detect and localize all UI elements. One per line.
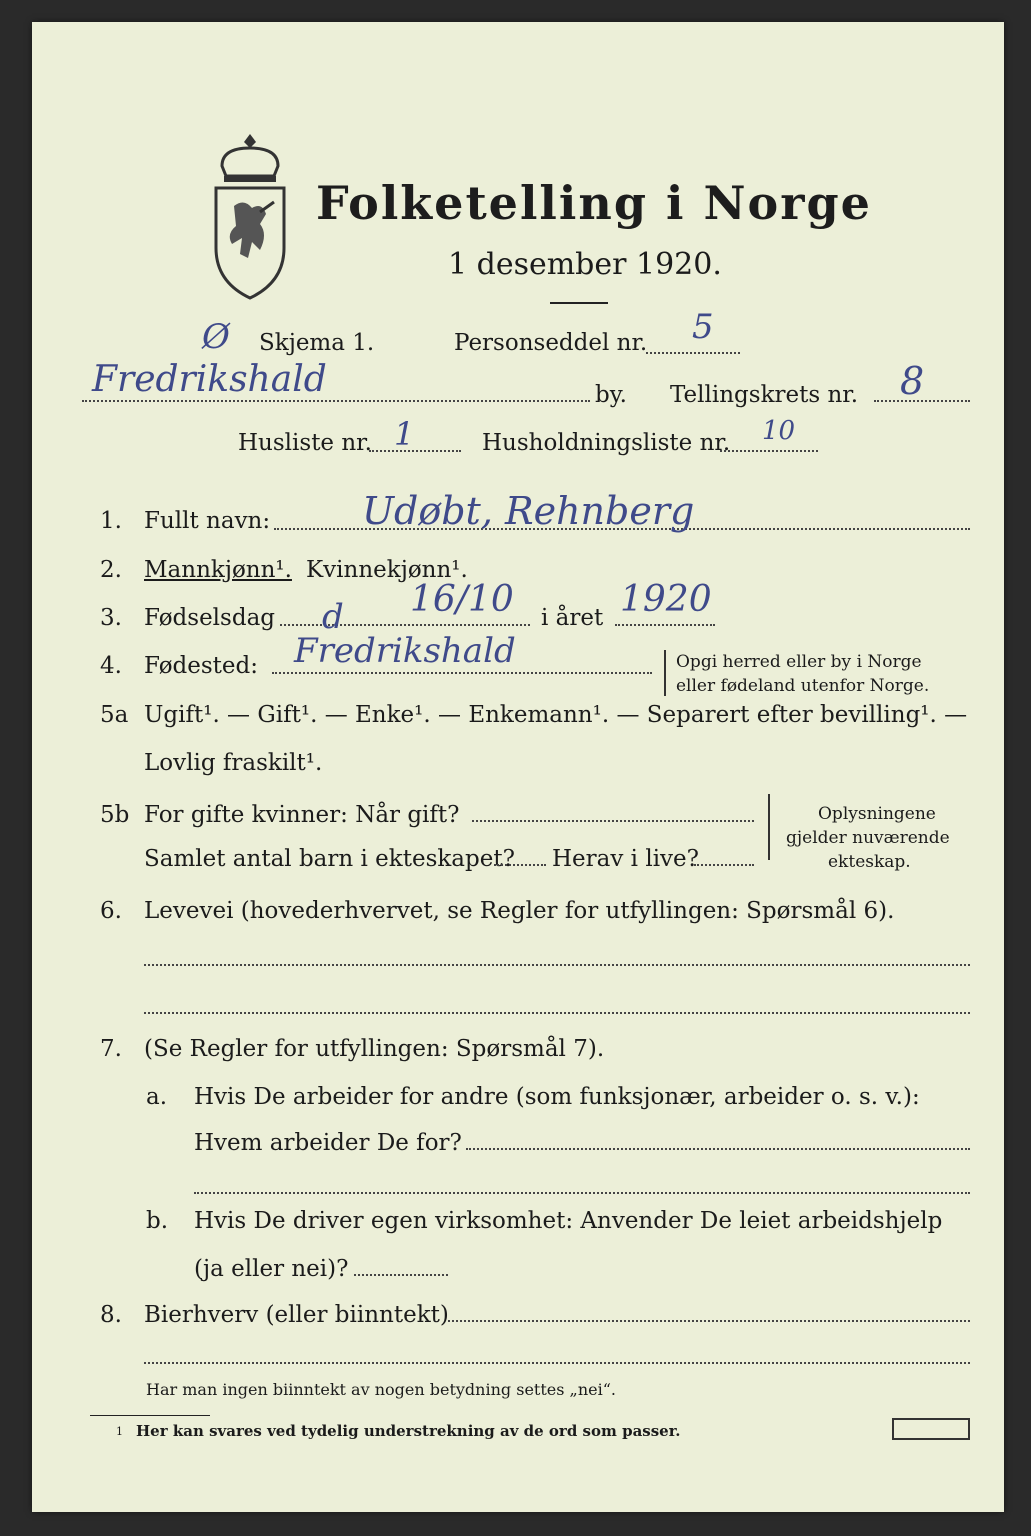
q4-number: 4.	[100, 653, 122, 679]
q3-label: Fødselsdag	[144, 605, 276, 631]
q6-number: 6.	[100, 898, 122, 924]
q8-line1	[448, 1320, 970, 1322]
footnote-rule	[90, 1415, 210, 1416]
q6-line2	[144, 1012, 970, 1014]
q3-day-line	[280, 624, 530, 626]
q5b-line1: For gifte kvinner: Når gift?	[144, 802, 460, 828]
husholdning-label: Husholdningsliste nr.	[482, 430, 731, 456]
tellingskrets-label: Tellingskrets nr.	[670, 382, 859, 408]
q5b-note-line2: gjelder nuværende	[786, 828, 950, 848]
q4-value: Fredrikshald	[294, 631, 516, 671]
q7b-letter: b.	[146, 1208, 169, 1234]
by-value: Fredrikshald	[92, 359, 327, 400]
q2-male: Mannkjønn¹.	[144, 557, 292, 583]
q8-line2	[144, 1362, 970, 1364]
q1-number: 1.	[100, 508, 122, 534]
q1-label: Fullt navn:	[144, 508, 271, 534]
q8-number: 8.	[100, 1302, 122, 1328]
q2-female: Kvinnekjønn¹.	[306, 557, 468, 583]
personseddel-line	[646, 352, 740, 354]
by-line	[82, 400, 590, 402]
personseddel-value: 5	[692, 307, 714, 347]
q6-line1	[144, 964, 970, 966]
q5b-note-brace	[768, 794, 770, 860]
q5b-children-label: Samlet antal barn i ekteskapet?	[144, 846, 515, 872]
q5a-line1: Ugift¹. — Gift¹. — Enke¹. — Enkemann¹. — Separert efter bevilling¹. —	[144, 702, 968, 728]
coat-of-arms-lion-icon	[200, 126, 300, 306]
q7b-line1: Hvis De driver egen virksomhet: Anvender De leiet arbeidshjelp	[194, 1208, 943, 1234]
q3-year-label: i året	[541, 605, 604, 631]
q7a-line2: Hvem arbeider De for?	[194, 1130, 462, 1156]
q7a-letter: a.	[146, 1084, 168, 1110]
q3-number: 3.	[100, 605, 122, 631]
q5a-number: 5a	[100, 702, 129, 728]
q3-day-prefix: d	[322, 597, 344, 637]
q8-label: Bierhverv (eller biinntekt)	[144, 1302, 449, 1328]
q5b-married-line	[472, 820, 754, 822]
q5b-note-line3: ekteskap.	[828, 852, 911, 872]
q7b-line2: (ja eller nei)?	[194, 1256, 349, 1282]
q4-line	[272, 672, 652, 674]
personseddel-label: Personseddel nr.	[454, 330, 648, 356]
form-title: Folketelling i Norge	[316, 176, 872, 230]
q3-year-line	[615, 624, 715, 626]
q5b-alive-label: Herav i live?	[552, 846, 699, 872]
husholdning-line	[720, 450, 818, 452]
q5b-note-line1: Oplysningene	[818, 804, 936, 824]
q5b-alive-line	[694, 864, 754, 866]
q7-number: 7.	[100, 1036, 122, 1062]
nei-note: Har man ingen biinntekt av nogen betydning settes „nei“.	[146, 1380, 616, 1399]
q4-note-brace	[664, 650, 666, 696]
q7b-line	[354, 1274, 448, 1276]
q3-year-value: 1920	[620, 579, 712, 620]
by-label: by.	[595, 382, 627, 408]
q7-label: (Se Regler for utfyllingen: Spørsmål 7).	[144, 1036, 605, 1062]
skjema-label: Skjema 1.	[259, 330, 375, 356]
q5a-line2: Lovlig fraskilt¹.	[144, 750, 323, 776]
census-date: 1 desember 1920.	[448, 247, 722, 282]
footnote-mark: 1	[116, 1425, 123, 1438]
tellingskrets-value: 8	[900, 359, 925, 403]
q7a-line-extra	[194, 1192, 970, 1194]
husliste-line	[369, 450, 461, 452]
q4-note-line2: eller fødeland utenfor Norge.	[676, 676, 930, 696]
q5b-children-line	[494, 864, 546, 866]
husliste-label: Husliste nr.	[238, 430, 372, 456]
corner-mark: Ø	[202, 317, 230, 357]
title-divider	[550, 302, 608, 304]
q7a-line	[466, 1148, 970, 1150]
footnote-text: Her kan svares ved tydelig understrekning av de ord som passer.	[136, 1422, 681, 1440]
printer-stamp	[892, 1418, 970, 1440]
q5b-number: 5b	[100, 802, 130, 828]
q6-label: Levevei (hovederhvervet, se Regler for utfyllingen: Spørsmål 6).	[144, 898, 895, 924]
q3-day-value: 16/10	[410, 579, 514, 620]
q1-value: Udøbt, Rehnberg	[362, 489, 695, 533]
q7a-line1: Hvis De arbeider for andre (som funksjonær, arbeider o. s. v.):	[194, 1084, 920, 1110]
husholdning-value: 10	[762, 416, 796, 446]
husliste-value: 1	[394, 415, 415, 453]
census-form-sheet	[32, 22, 1004, 1512]
q4-label: Fødested:	[144, 653, 259, 679]
q4-note-line1: Opgi herred eller by i Norge	[676, 652, 922, 672]
q2-number: 2.	[100, 557, 122, 583]
